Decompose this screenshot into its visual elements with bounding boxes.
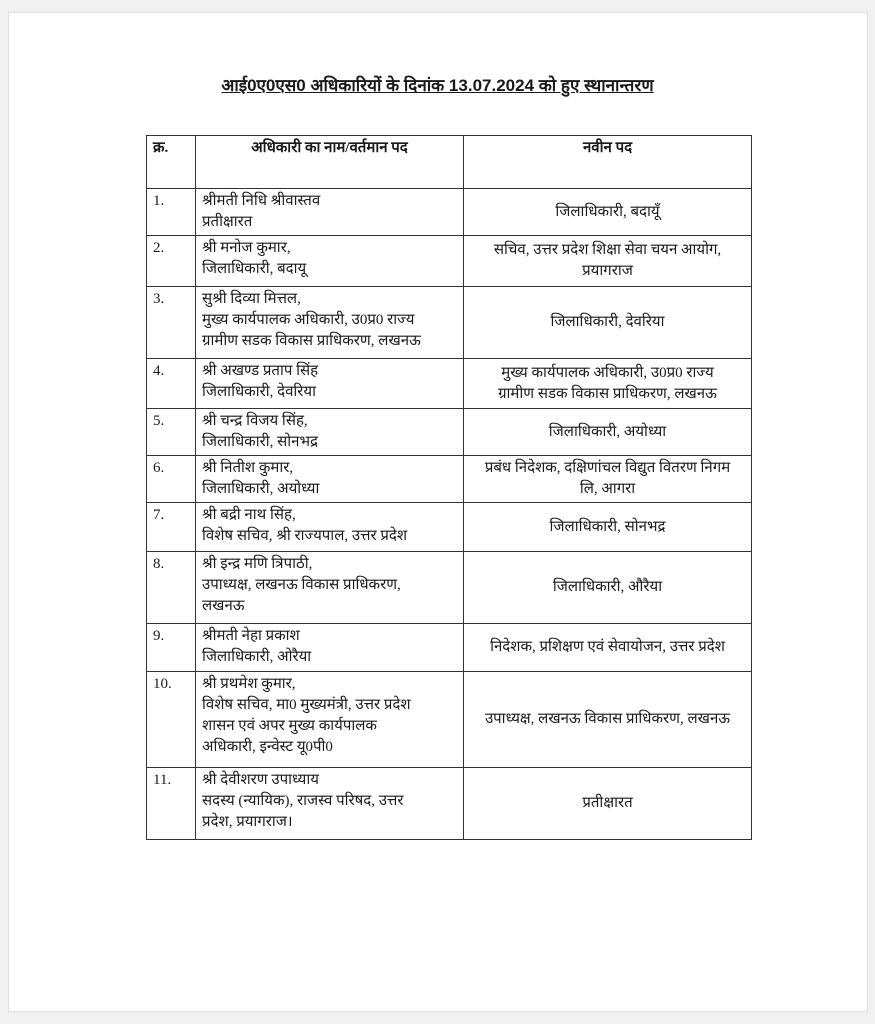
transfer-table <box>146 135 752 840</box>
officer-current-post: श्री मनोज कुमार, जिलाधिकारी, बदायू <box>196 236 464 287</box>
officer-current-post: श्री चन्द्र विजय सिंह, जिलाधिकारी, सोनभद्र <box>196 409 464 456</box>
new-post: प्रबंध निदेशक, दक्षिणांचल विद्युत वितरण निगम लि, आगरा <box>464 456 752 503</box>
table-header-row <box>147 136 752 189</box>
new-post: मुख्य कार्यपालक अधिकारी, उ0प्र0 राज्य ग्रामीण सडक विकास प्राधिकरण, लखनऊ <box>464 359 752 409</box>
officer-current-post: श्री नितीश कुमार, जिलाधिकारी, अयोध्या <box>196 456 464 503</box>
new-post: सचिव, उत्तर प्रदेश शिक्षा सेवा चयन आयोग, प्रयागराज <box>464 236 752 287</box>
new-post: जिलाधिकारी, सोनभद्र <box>464 503 752 552</box>
table-row <box>147 236 752 287</box>
serial-no: 8. <box>147 552 196 624</box>
serial-no: 5. <box>147 409 196 456</box>
table-row <box>147 456 752 503</box>
header-officer-current-post: अधिकारी का नाम/वर्तमान पद <box>196 136 464 189</box>
serial-no: 10. <box>147 672 196 768</box>
serial-no: 3. <box>147 287 196 359</box>
new-post: निदेशक, प्रशिक्षण एवं सेवायोजन, उत्तर प्रदेश <box>464 624 752 672</box>
new-post: जिलाधिकारी, अयोध्या <box>464 409 752 456</box>
table-row <box>147 672 752 768</box>
table-row <box>147 552 752 624</box>
table-row <box>147 287 752 359</box>
serial-no: 7. <box>147 503 196 552</box>
new-post: जिलाधिकारी, औरैया <box>464 552 752 624</box>
serial-no: 11. <box>147 768 196 840</box>
officer-current-post: श्रीमती नेहा प्रकाश जिलाधिकारी, ओरैया <box>196 624 464 672</box>
serial-no: 4. <box>147 359 196 409</box>
new-post: जिलाधिकारी, बदायूँ <box>464 189 752 236</box>
officer-current-post: सुश्री दिव्या मित्तल, मुख्य कार्यपालक अधिकारी, उ0प्र0 राज्य ग्रामीण सडक विकास प्राधिकरण, लखनऊ <box>196 287 464 359</box>
table-row <box>147 503 752 552</box>
header-new-post: नवीन पद <box>464 136 752 189</box>
table-row <box>147 768 752 840</box>
new-post: उपाध्यक्ष, लखनऊ विकास प्राधिकरण, लखनऊ <box>464 672 752 768</box>
serial-no: 6. <box>147 456 196 503</box>
serial-no: 9. <box>147 624 196 672</box>
new-post: जिलाधिकारी, देवरिया <box>464 287 752 359</box>
officer-current-post: श्री प्रथमेश कुमार, विशेष सचिव, मा0 मुख्यमंत्री, उत्तर प्रदेश शासन एवं अपर मुख्य कार्यपालक अधिकारी, इन्वेस्ट यू0पी0 <box>196 672 464 768</box>
table-row <box>147 409 752 456</box>
document-title: आई0ए0एस0 अधिकारियों के दिनांक 13.07.2024 को हुए स्थानान्तरण <box>221 76 654 95</box>
serial-no: 2. <box>147 236 196 287</box>
table-row <box>147 189 752 236</box>
officer-current-post: श्री इन्द्र मणि त्रिपाठी, उपाध्यक्ष, लखनऊ विकास प्राधिकरण, लखनऊ <box>196 552 464 624</box>
officer-current-post: श्रीमती निधि श्रीवास्तव प्रतीक्षारत <box>196 189 464 236</box>
table-row <box>147 624 752 672</box>
table-row <box>147 359 752 409</box>
officer-current-post: श्री अखण्ड प्रताप सिंह जिलाधिकारी, देवरिया <box>196 359 464 409</box>
header-serial-no: क्र. <box>147 136 196 189</box>
serial-no: 1. <box>147 189 196 236</box>
officer-current-post: श्री बद्री नाथ सिंह, विशेष सचिव, श्री राज्यपाल, उत्तर प्रदेश <box>196 503 464 552</box>
officer-current-post: श्री देवीशरण उपाध्याय सदस्य (न्यायिक), राजस्व परिषद, उत्तर प्रदेश, प्रयागराज। <box>196 768 464 840</box>
new-post: प्रतीक्षारत <box>464 768 752 840</box>
